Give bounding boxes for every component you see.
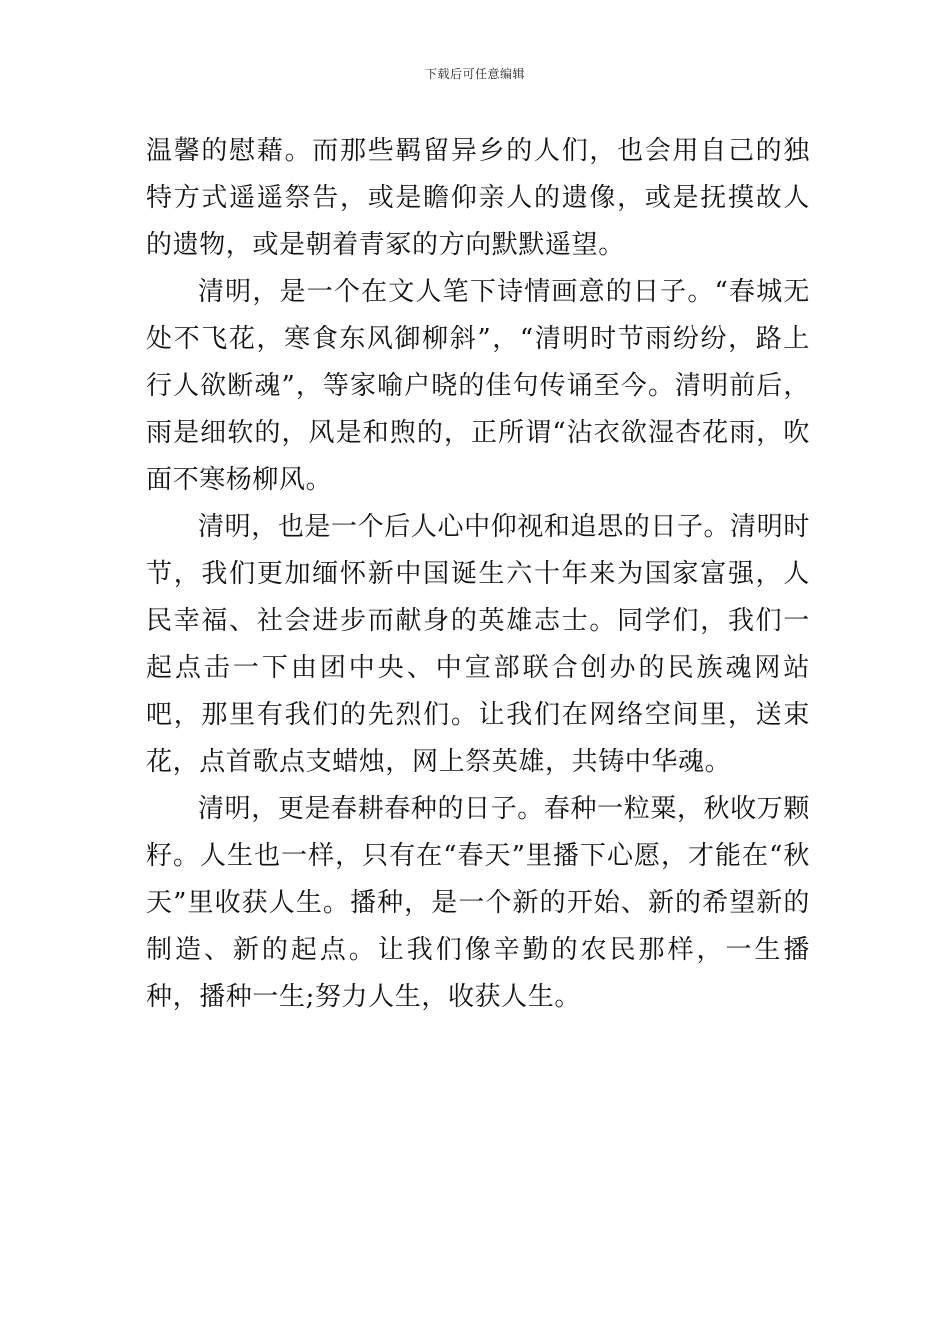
- paragraph-continuation: 温馨的慰藉。而那些羁留异乡的人们，也会用自己的独特方式遥遥祭告，或是瞻仰亲人的遗像，或是抚摸故人的遗物，或是朝着青冢的方向默默遥望。: [146, 136, 810, 260]
- paragraph-qingming-remembrance: 清明，也是一个后人心中仰视和追思的日子。清明时节，我们更加缅怀新中国诞生六十年来为国家富强，人民幸福、社会进步而献身的英雄志士。同学们，我们一起点击一下由团中央、中宣部联合创办的民族魂网站吧，那里有我们的先烈们。让我们在网络空间里，送束花，点首歌点支蜡烛，网上祭英雄，共铸中华魂。: [146, 512, 810, 777]
- body-text: [146, 128, 810, 1021]
- paragraph-qingming-poetry: 清明，是一个在文人笔下诗情画意的日子。“春城无处不飞花，寒食东风御柳斜”，“清明时节雨纷纷，路上行人欲断魂”，等家喻户晓的佳句传诵至今。清明前后，雨是细软的，风是和煦的，正所谓“沾衣欲湿杏花雨，吹面不寒杨柳风。: [146, 277, 810, 495]
- page-header: 下载后可任意编辑: [424, 67, 525, 81]
- paragraph-qingming-planting: 清明，更是春耕春种的日子。春种一粒粟，秋收万颗籽。人生也一样，只有在“春天”里播下心愿，才能在“秋天”里收获人生。播种，是一个新的开始、新的希望新的制造、新的起点。让我们像辛勤的农民那样，一生播种，播种一生;努力人生，收获人生。: [146, 794, 810, 1012]
